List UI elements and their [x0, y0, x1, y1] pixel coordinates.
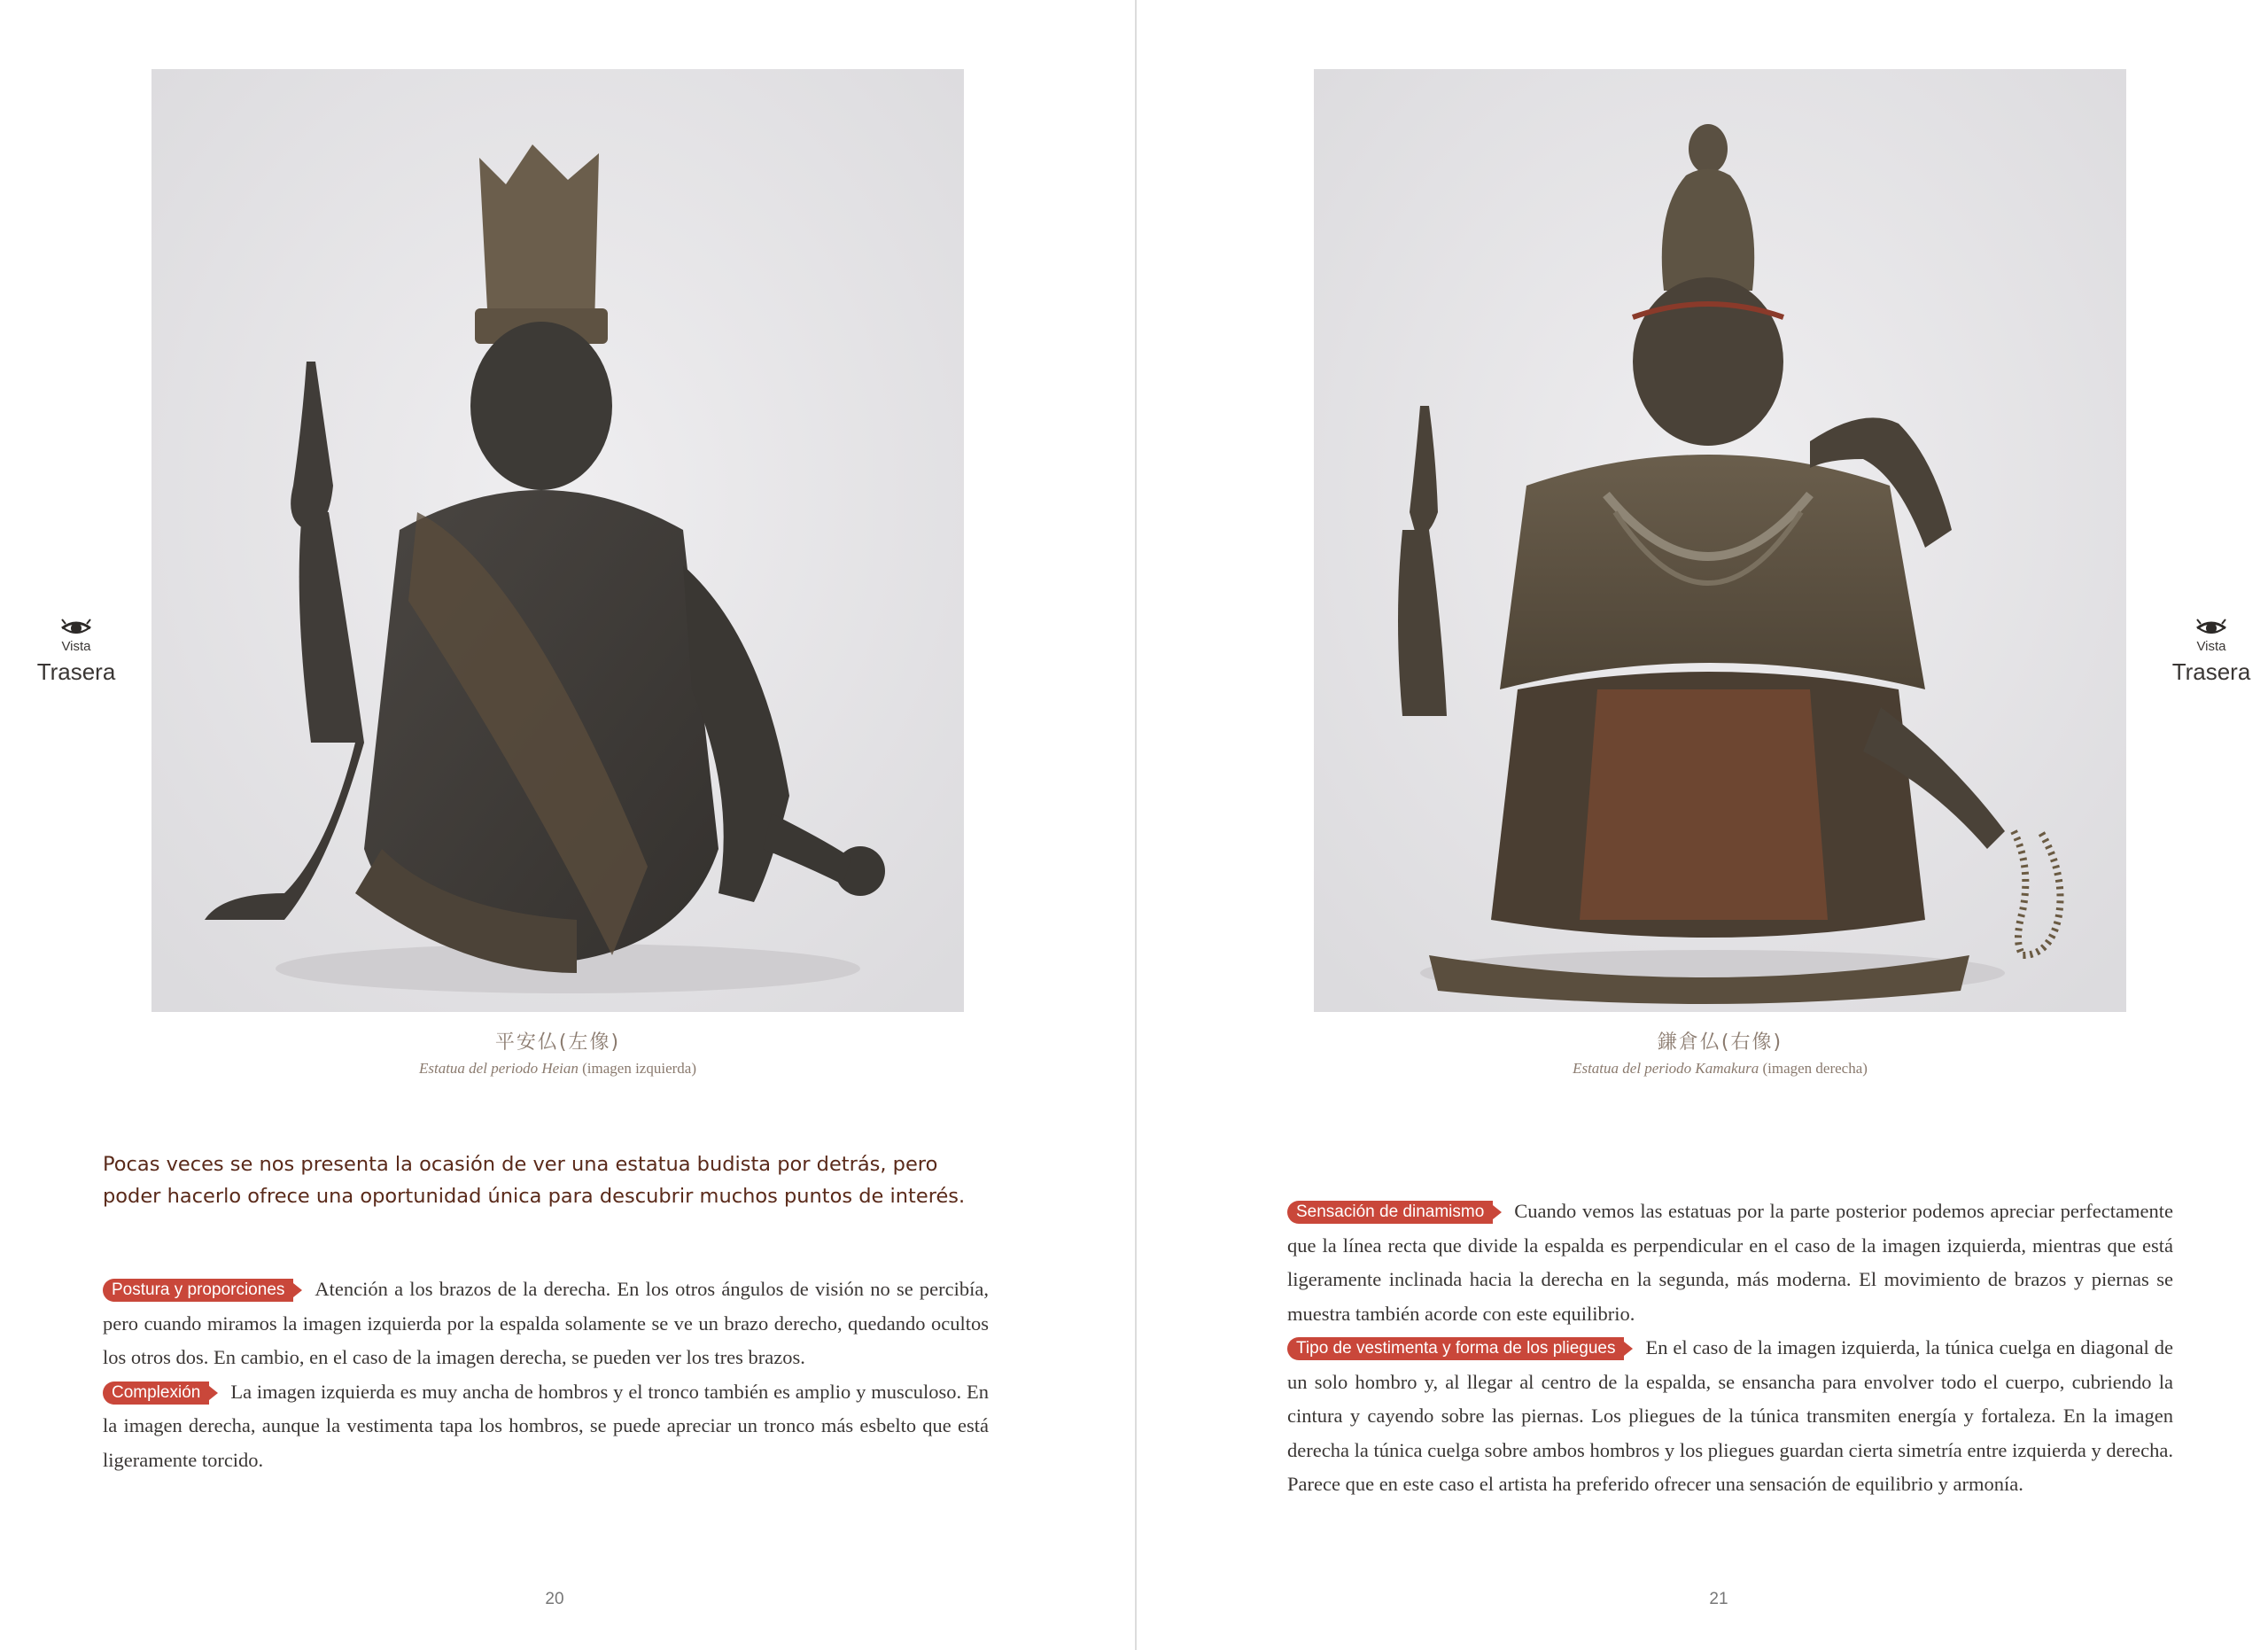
tag-complexion: Complexión [103, 1381, 209, 1405]
view-label-small: Vista [2196, 639, 2226, 654]
eye-icon [2194, 616, 2229, 637]
view-label-small: Vista [61, 639, 91, 654]
view-label-large: Trasera [2171, 658, 2251, 685]
caption-rest: (imagen izquierda) [582, 1060, 696, 1077]
tag-dynamism: Sensación de dinamismo [1287, 1201, 1493, 1224]
caption-japanese: 鎌倉仏(右像) [1657, 1031, 1783, 1054]
section-clothing [1287, 1331, 2173, 1502]
caption-spanish [1314, 1058, 2126, 1079]
page-number-left: 20 [545, 1590, 564, 1608]
caption-italic: Estatua del periodo Heian [418, 1060, 579, 1077]
heian-statue-photo [151, 69, 964, 1012]
caption-italic: Estatua del periodo Kamakura [1573, 1060, 1759, 1077]
tag-clothing: Tipo de vestimenta y forma de los pliegues [1287, 1337, 1624, 1360]
view-marker-right [2158, 616, 2264, 687]
section-text: Cuando vemos las estatuas por la parte posterior podemos apreciar perfectamente que la línea recta que divide la espalda es perpendicular en el caso de la imagen izquierda, mientras que está ligeramente inclinada hacia la derecha en la segunda, más moderna. El movimiento de brazos y piernas se muestra también acorde con este equilibrio. [1287, 1200, 2173, 1325]
view-label-large: Trasera [36, 658, 116, 685]
section-complexion [103, 1375, 989, 1478]
section-text: Atención a los brazos de la derecha. En los otros ángulos de visión no se percibía, pero cuando miramos la imagen izquierda por la espalda solamente se ve un brazo derecho, quedando ocultos los otros dos. En cambio, en el caso de la imagen derecha, se pueden ver los tres brazos. [103, 1278, 989, 1368]
section-posture [103, 1273, 989, 1375]
body-right [1287, 1195, 2173, 1502]
caption-spanish [151, 1058, 964, 1079]
tag-posture: Postura y proporciones [103, 1279, 293, 1302]
section-text: En el caso de la imagen izquierda, la túnica cuelga en diagonal de un solo hombro y, al llegar al centro de la espalda, se ensancha para envolver todo el cuerpo, cubriendo la cintura y cayendo sobre las piernas. Los pliegues de la túnica transmiten energía y fortaleza. En la imagen derecha la túnica cuelga sobre ambos hombros y los pliegues guardan cierta simetría entre izquierda y derecha. Parece que en este caso el artista ha preferido ofrecer una sensación de equilibrio y armonía. [1287, 1336, 2173, 1495]
section-dynamism [1287, 1195, 2173, 1331]
caption-left [151, 1028, 964, 1079]
right-page [1136, 0, 2268, 1650]
body-left [103, 1273, 989, 1477]
caption-rest: (imagen derecha) [1762, 1060, 1868, 1077]
caption-japanese: 平安仏(左像) [494, 1031, 621, 1054]
view-marker-left [23, 616, 129, 687]
section-text: La imagen izquierda es muy ancha de hombros y el tronco también es amplio y musculoso. En la imagen derecha, aunque la vestimenta tapa los hombros, se puede apreciar un tronco más esbelto que está ligeramente torcido. [103, 1380, 989, 1471]
intro-paragraph: Pocas veces se nos presenta la ocasión de ver una estatua budista por detrás, pero poder hacerlo ofrece una oportunidad única para descubrir muchos puntos de interés. [103, 1153, 966, 1208]
kamakura-statue-photo [1314, 69, 2126, 1012]
eye-icon [58, 616, 94, 637]
page-number-right: 21 [1709, 1590, 1728, 1608]
caption-right [1314, 1028, 2126, 1079]
